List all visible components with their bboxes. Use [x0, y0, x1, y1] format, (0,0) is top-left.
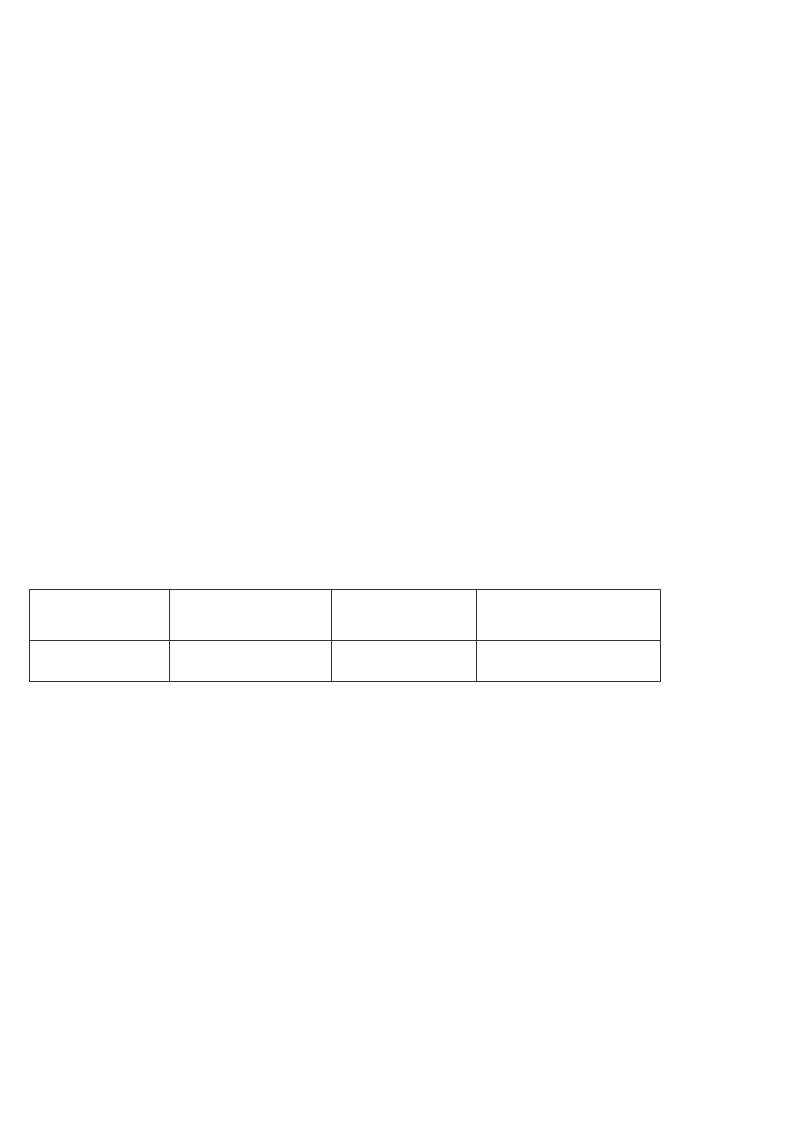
circle-pattern-figures [34, 908, 334, 958]
summary-row1-label [30, 590, 170, 641]
cloudy-days-blank[interactable] [332, 641, 477, 682]
snow-days-blank[interactable] [477, 641, 661, 682]
summary-row2-label [30, 641, 170, 682]
summary-sunny-cell [170, 590, 332, 641]
summary-snow-cell [477, 590, 661, 641]
sunny-days-blank[interactable] [170, 641, 332, 682]
summary-cloudy-cell [332, 590, 477, 641]
summary-table [29, 589, 661, 682]
